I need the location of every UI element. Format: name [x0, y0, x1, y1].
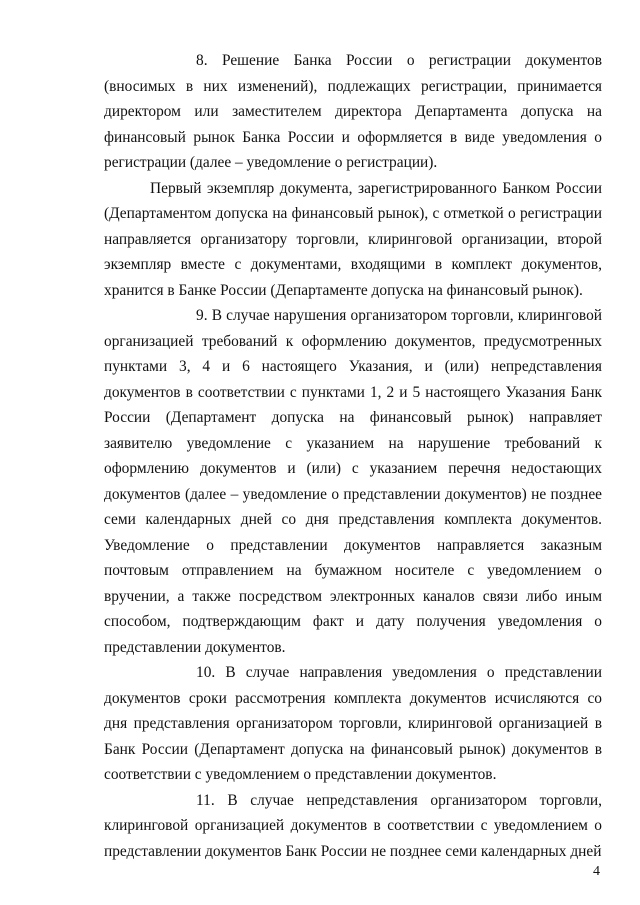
paragraph-text: Решение Банка России о регистрации документов (вносимых в них изменений), подлежащих регистрации, принимается директором или заместителем директора Департамента допуска на финансовый рынок Банка России и оформляется в виде уведомления о регистрации (далее – уведомление о регистрации). — [104, 52, 602, 171]
paragraph-8 — [104, 48, 602, 176]
document-body — [104, 48, 602, 864]
paragraph-text: В случае направления уведомления о представлении документов сроки рассмотрения комплекта документов исчисляются со дня представления организатором торговли, клиринговой организацией в Банк России (Департамент допуска на финансовый рынок) документов в соответствии с уведомлением о представлении документов. — [104, 664, 602, 783]
paragraph-text: Первый экземпляр документа, зарегистрированного Банком России (Департаментом допуска на финансовый рынок), с отметкой о регистрации направляется организатору торговли, клиринговой организации, второй экземпляр вместе с документами, входящими в комплект документов, хранится в Банке России (Департаменте допуска на финансовый рынок). — [104, 179, 602, 299]
paragraph-number: 11. — [196, 791, 215, 809]
paragraph-text: В случае непредставления организатором торговли, клиринговой организацией документов в соответствии с уведомлением о представлении документов Банк России не позднее семи календарных дней — [104, 791, 602, 860]
page-number: 4 — [593, 864, 600, 879]
paragraph-number: 10. — [196, 664, 216, 681]
paragraph-8-continued — [104, 176, 602, 304]
paragraph-11 — [104, 788, 602, 865]
paragraph-9 — [104, 303, 602, 660]
paragraph-number: 8. — [196, 52, 208, 69]
paragraph-10 — [104, 660, 602, 788]
paragraph-text: В случае нарушения организатором торговли, клиринговой организацией требований к оформлению документов, предусмотренных пунктами 3, 4 и 6 настоящего Указания, и (или) непредставления документов в соответствии с пунктами 1, 2 и 5 настоящего Указания Банк России (Департамент допуска на финансовый рынок) направляет заявителю уведомление с указанием на нарушение требований к оформлению документов и (или) с указанием перечня недостающих документов (далее – уведомление о представлении документов) не позднее семи календарных дней со дня представления комплекта документов. Уведомление о представлении документов направляется заказным почтовым отправлением на бумажном носителе с уведомлением о вручении, а также посредством электронных каналов связи либо иным способом, подтверждающим факт и дату получения уведомления о представлении документов. — [104, 307, 602, 656]
paragraph-number: 9. — [196, 307, 208, 324]
